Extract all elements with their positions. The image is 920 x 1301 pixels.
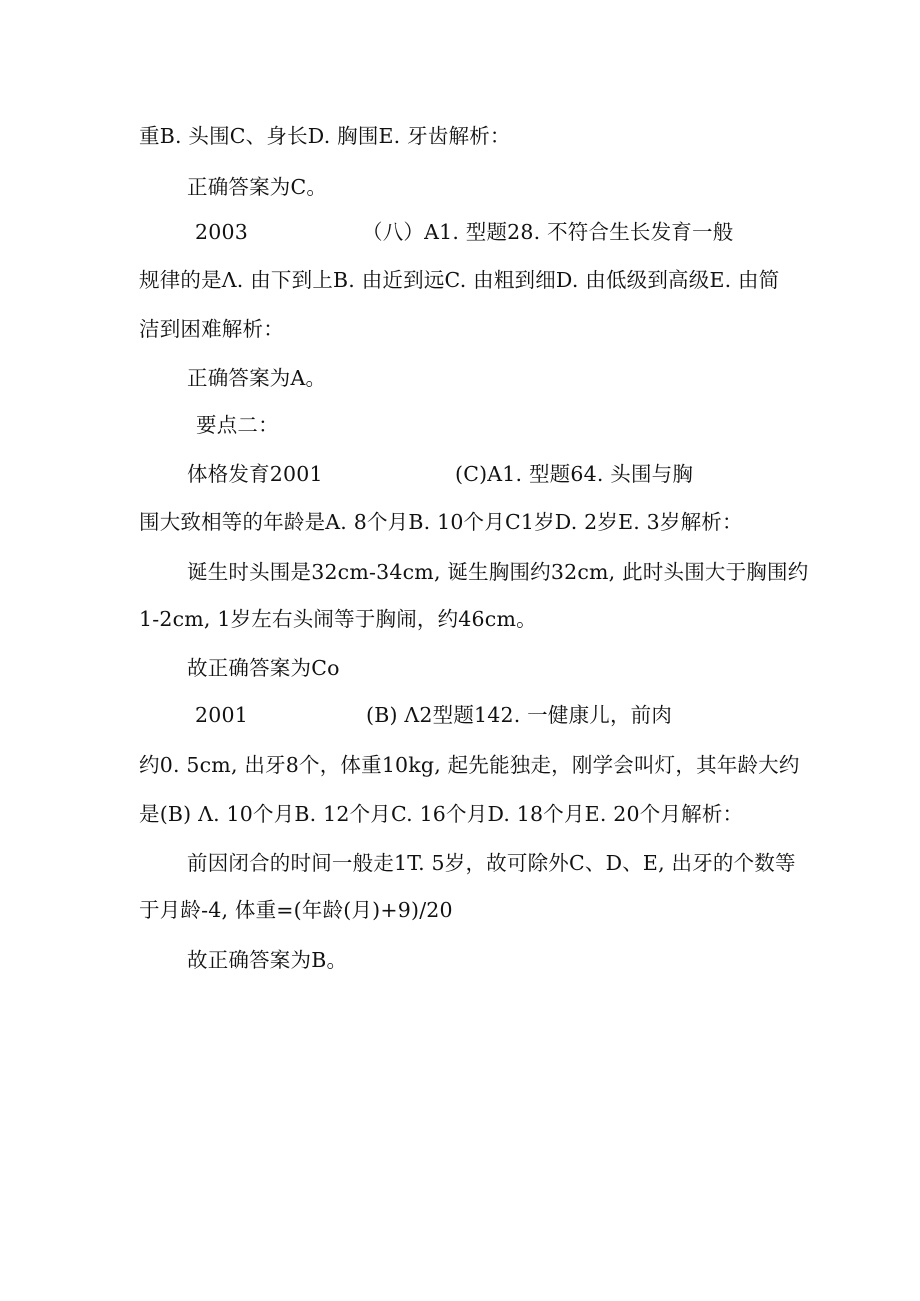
text-segment: 诞生时头围是32cm-34cm, 诞生胸围约32cm, 此时头围大于胸围约	[187, 560, 809, 584]
text-segment: (C)A1. 型题64. 头围与胸	[455, 462, 694, 486]
text-segment: 正确答案为C。	[187, 175, 328, 199]
text-segment: 要点二：	[196, 413, 279, 437]
text-segment: 体格发育2001	[187, 462, 323, 486]
text-segment: 2001	[195, 703, 248, 727]
text-segment: 2003	[195, 220, 248, 244]
text-segment: 1-2cm, 1岁左右头闹等于胸闹，约46cm。	[139, 607, 537, 631]
text-segment: 故正确答案为Co	[187, 656, 340, 680]
text-segment: 正确答案为A。	[187, 366, 327, 390]
text-segment: 约0. 5cm, 出牙8个，体重10kg, 起先能独走，刚学会叫灯，其年龄大约	[139, 753, 800, 777]
text-segment: (B) Λ2型题142. 一健康儿，前肉	[366, 703, 673, 727]
text-segment: 于月龄-4, 体重=(年龄(月)+9)/20	[139, 898, 453, 922]
text-segment: 围大致相等的年龄是A. 8个月B. 10个月C1岁D. 2岁E. 3岁解析：	[139, 510, 743, 534]
text-segment: （八）A1. 型题28. 不符合生长发育一般	[362, 220, 734, 244]
text-segment: 洁到困难解析：	[139, 317, 284, 341]
text-segment: 前因闭合的时间一般走1T. 5岁，故可除外C、D、E, 出牙的个数等	[187, 851, 796, 875]
text-segment: 重B. 头围C、身长D. 胸围E. 牙齿解析：	[139, 124, 511, 148]
text-segment: 是(B) Λ. 10个月B. 12个月C. 16个月D. 18个月E. 20个月解析：	[139, 802, 744, 826]
text-segment: 故正确答案为B。	[187, 948, 348, 972]
text-segment: 规律的是Λ. 由下到上B. 由近到远C. 由粗到细D. 由低级到高级E. 由简	[139, 268, 780, 292]
